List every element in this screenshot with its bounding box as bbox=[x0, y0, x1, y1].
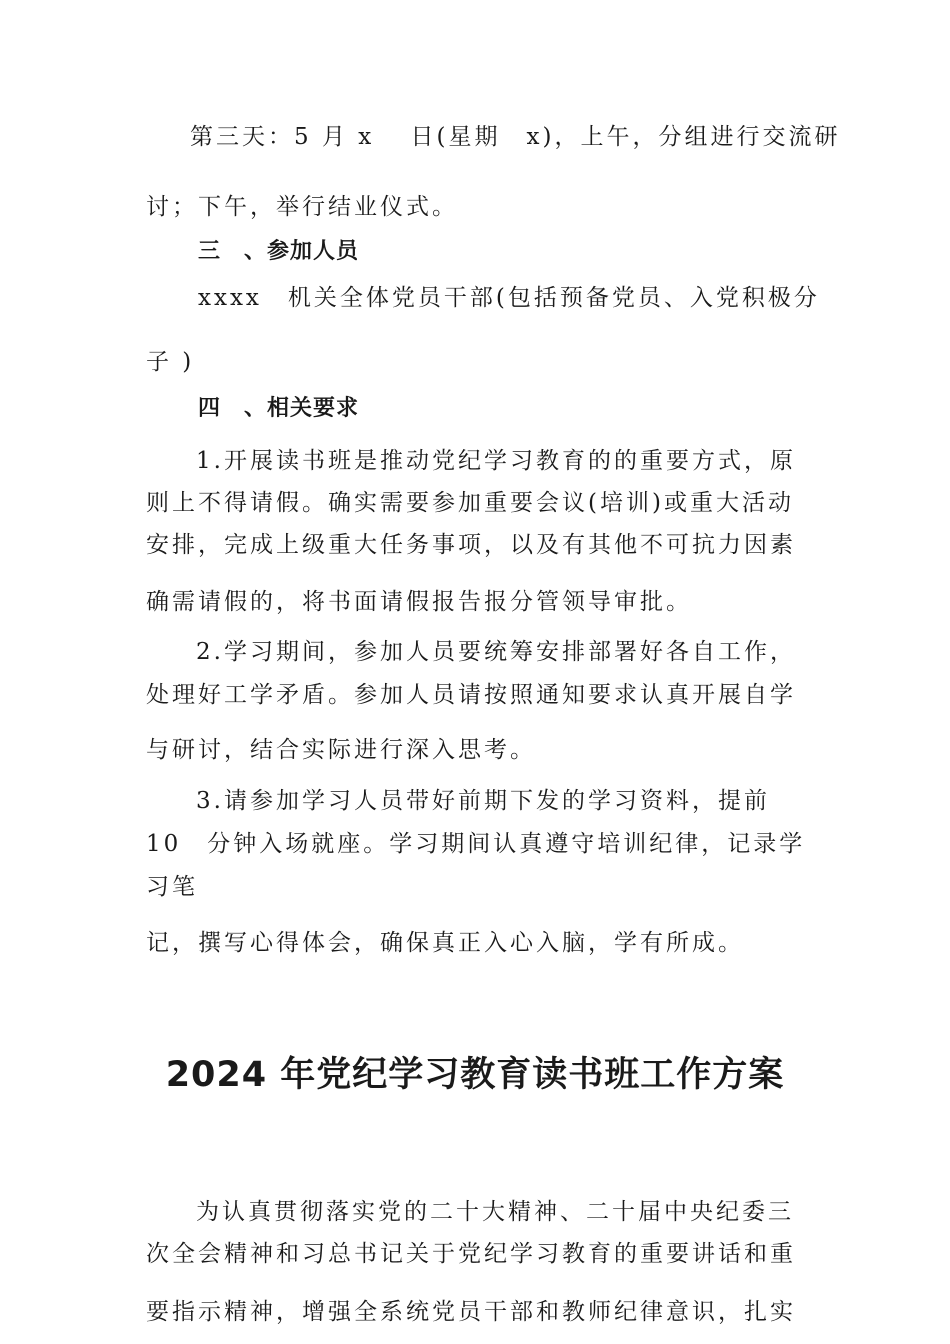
document-title: 2024 年党纪学习教育读书班工作方案 bbox=[165, 1055, 785, 1095]
intro-line-2: 次全会精神和习总书记关于党纪学习教育的重要讲话和重 bbox=[146, 1241, 796, 1267]
section-heading-participants: 三 、参加人员 bbox=[198, 239, 360, 264]
participants-text: xxxx 机关全体党员干部(包括预备党员、入党积极分 bbox=[198, 285, 820, 311]
intro-line-1: 为认真贯彻落实党的二十大精神、二十届中央纪委三 bbox=[196, 1199, 794, 1225]
requirement-3-line-1: 3.请参加学习人员带好前期下发的学习资料，提前 bbox=[196, 788, 770, 814]
requirement-1-line-4: 确需请假的，将书面请假报告报分管领导审批。 bbox=[146, 589, 692, 615]
section-heading-requirements: 四 、相关要求 bbox=[198, 396, 360, 421]
requirement-1-line-1: 1.开展读书班是推动党纪学习教育的的重要方式，原 bbox=[196, 448, 796, 474]
intro-line-3: 要指示精神，增强全系统党员干部和教师纪律意识，扎实 bbox=[146, 1299, 796, 1325]
requirement-2-line-1: 2.学习期间，参加人员要统筹安排部署好各自工作， bbox=[196, 639, 796, 665]
requirement-2-line-2: 处理好工学矛盾。参加人员请按照通知要求认真开展自学 bbox=[146, 682, 796, 708]
requirement-2-line-3: 与研讨，结合实际进行深入思考。 bbox=[146, 737, 536, 763]
requirement-3-line-4: 记，撰写心得体会，确保真正入心入脑，学有所成。 bbox=[146, 930, 744, 956]
requirement-3-line-2: 10 分钟入场就座。学习期间认真遵守培训纪律，记录学 bbox=[146, 831, 806, 857]
requirement-1-line-3: 安排，完成上级重大任务事项，以及有其他不可抗力因素 bbox=[146, 532, 796, 558]
schedule-day-three: 第三天：5 月 x 日(星期 x)，上午，分组进行交流研 bbox=[190, 124, 841, 150]
requirement-3-line-3: 习笔 bbox=[146, 874, 198, 900]
requirement-1-line-2: 则上不得请假。确实需要参加重要会议(培训)或重大活动 bbox=[146, 490, 794, 516]
schedule-day-three-cont: 讨；下午，举行结业仪式。 bbox=[146, 194, 458, 220]
participants-text-cont: 子 ) bbox=[146, 349, 195, 375]
